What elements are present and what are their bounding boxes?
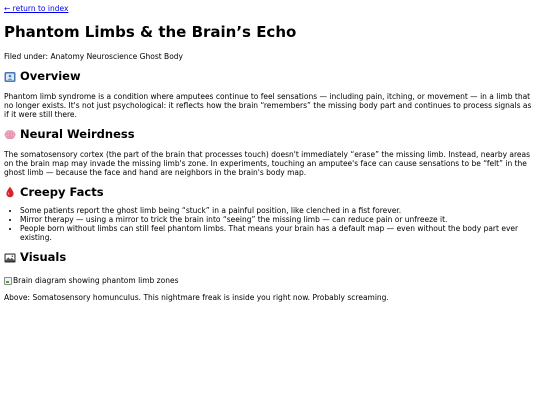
filed-under-line: Filed under: Anatomy Neuroscience Ghost Body: [4, 52, 183, 61]
list-item: • People born without limbs can still feel phantom limbs. That means your brain has a default map — even without the body part ever existing.: [20, 224, 536, 242]
neural-weirdness-paragraph: The somatosensory cortex (the part of the brain that processes touch) doesn't immediately “erase” the missing limb. Instead, nearby areas on the brain map may invade the missing limb's zone. In experiments, touching an amputee's face can cause sensations to be “felt” in the ghost limb — because the face and hand are neighbors in the brain's body map.: [4, 149, 531, 177]
overview-heading: [4, 70, 536, 84]
visuals-heading-text: Visuals: [20, 250, 67, 265]
blood-drop-icon: [4, 186, 16, 198]
overview-heading-text: Overview: [20, 69, 81, 83]
brain-diagram-image: [4, 276, 536, 285]
visuals-caption: Above: Somatosensory homunculus. This nightmare freak is inside you right now. Probably screaming.: [4, 293, 389, 303]
brain-diagram-alt-text: Brain diagram showing phantom limb zones: [13, 276, 179, 286]
list-item: • Mirror therapy — using a mirror to trick the brain into “seeing” the missing limb — can reduce pain or unfreeze it.: [20, 215, 536, 224]
return-to-index-link[interactable]: ← return to index: [4, 4, 69, 13]
creepy-facts-list: [4, 206, 536, 242]
visuals-heading: [4, 251, 536, 265]
creepy-facts-heading-text: Creepy Facts: [20, 184, 104, 199]
picture-frame-icon: [4, 252, 16, 264]
list-item: • Some patients report the ghost limb being “stuck” in a painful position, like clenched in a fist forever.: [20, 206, 536, 215]
page-title: Phantom Limbs & the Brain’s Echo: [4, 23, 297, 41]
overview-paragraph: Phantom limb syndrome is a condition where amputees continue to feel sensations — including pain, itching, or movement — in a limb that no longer exists. It's not just psychological: it reflects how the brain “remembers” the missing body part and continues to process signals as if it were still there.: [4, 91, 532, 119]
id-card-icon: [4, 71, 16, 83]
neural-weirdness-heading-text: Neural Weirdness: [20, 126, 135, 141]
brain-icon: [4, 129, 16, 141]
neural-weirdness-heading: [4, 128, 536, 142]
creepy-facts-heading: [4, 186, 536, 200]
broken-image-icon: [4, 277, 12, 285]
